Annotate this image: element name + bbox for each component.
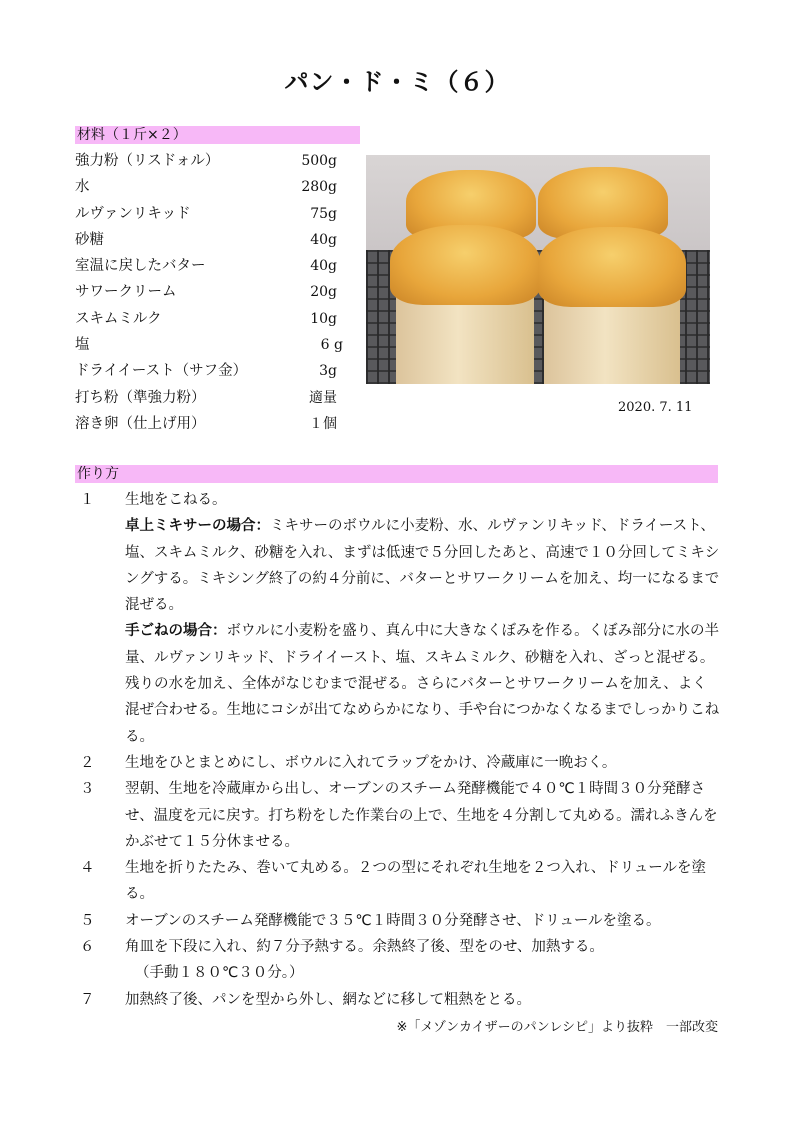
step-text: 生地をこねる。 <box>125 492 227 508</box>
step-text: 加熱終了後、パンを型から外し、網などに移して粗熱をとる。 <box>125 991 531 1008</box>
ingredient-qty: 適量 <box>309 389 337 406</box>
ingredient-row <box>75 385 345 411</box>
step-5 <box>75 908 720 934</box>
ingredient-row <box>75 279 345 305</box>
step-number: ４ <box>80 860 95 877</box>
ingredient-row <box>75 332 345 358</box>
ingredient-qty: 75g <box>310 205 337 222</box>
step-number: １ <box>80 492 95 508</box>
source-note: ※「メゾンカイザーのパンレシピ」より抜粋 一部改変 <box>396 1020 718 1035</box>
method-steps <box>75 487 720 1013</box>
ingredient-qty: 3g <box>319 363 337 380</box>
step-text: オーブンのスチーム発酵機能で３５℃１時間３０分発酵させ、ドリュールを塗る。 <box>125 912 661 929</box>
loaf-front-right <box>538 227 686 384</box>
ingredient-row <box>75 201 345 227</box>
step-text: 角皿を下段に入れ、約７分予熱する。余熱終了後、型をのせ、加熱する。 <box>125 939 604 956</box>
page-title: パン・ド・ミ（６） <box>284 68 510 96</box>
step-2 <box>75 750 720 776</box>
step-number: ５ <box>80 912 95 929</box>
loaf-front-left <box>390 225 540 384</box>
substep-text: ミキサーのボウルに小麦粉、水、ルヴァンリキッド、ドライースト、塩、スキムミルク、砂糖を入れ、まずは低速で５分回したあと、高速で１０分回してミキシングする。ミキシング終了の約４分前に、バターとサワークリームを加え、均一になるまで混ぜる。 <box>125 518 720 614</box>
step-number: ６ <box>80 939 95 956</box>
step-number: ２ <box>80 754 95 771</box>
ingredient-qty: 500g <box>301 153 337 169</box>
step-note: （手動１８０℃３０分。） <box>135 965 304 982</box>
ingredient-name: 砂糖 <box>75 231 104 248</box>
method-heading: 作り方 <box>75 465 718 483</box>
substep-label: 手ごねの場合： <box>125 623 227 640</box>
ingredient-qty: １個 <box>309 415 337 432</box>
ingredient-qty: 280g <box>301 179 337 196</box>
ingredient-name: 溶き卵（仕上げ用） <box>75 415 206 432</box>
ingredient-list <box>75 148 345 437</box>
step-text: 翌朝、生地を冷蔵庫から出し、オーブンのスチーム発酵機能で４０℃１時間３０分発酵させ、温度を元に戻す。打ち粉をした作業台の上で、生地を４分割して丸める。濡れふきんをかぶせて１５分休ませる。 <box>125 781 718 850</box>
ingredient-qty: 40g <box>310 258 337 275</box>
step-text: 生地をひとまとめにし、ボウルに入れてラップをかけ、冷蔵庫に一晩おく。 <box>125 754 617 771</box>
step-7 <box>75 987 720 1013</box>
substep-label: 卓上ミキサーの場合： <box>125 518 270 535</box>
step-1 <box>75 487 720 750</box>
ingredient-name: スキムミルク <box>75 310 162 327</box>
ingredient-row <box>75 306 345 332</box>
ingredient-row <box>75 148 345 174</box>
substep-text: ボウルに小麦粉を盛り、真ん中に大きなくぼみを作る。くぼみ部分に水の半量、ルヴァンリキッド、ドライイースト、塩、スキムミルク、砂糖を入れ、ざっと混ぜる。残りの水を加え、全体がなじむまで混ぜる。さらにバターとサワークリームを加え、よく混ぜ合わせる。生地にコシが出てなめらかになり、手や台につかなくなるまでしっかりこねる。 <box>125 623 720 745</box>
ingredient-name: ルヴァンリキッド <box>75 205 191 222</box>
ingredient-qty: 20g <box>310 284 337 301</box>
step-6 <box>75 934 720 987</box>
ingredient-qty: 6 g <box>320 337 343 354</box>
ingredient-name: 室温に戻したバター <box>75 258 206 275</box>
ingredient-name: サワークリーム <box>75 284 177 301</box>
step-4 <box>75 855 720 908</box>
ingredient-name: 打ち粉（準強力粉） <box>75 389 206 406</box>
ingredient-row <box>75 174 345 200</box>
ingredient-name: 水 <box>75 179 90 196</box>
ingredient-row <box>75 227 345 253</box>
ingredient-row <box>75 358 345 384</box>
step-3 <box>75 776 720 855</box>
ingredient-qty: 40g <box>310 231 337 248</box>
ingredient-qty: 10g <box>310 310 337 327</box>
ingredient-row <box>75 411 345 437</box>
step-number: ７ <box>80 991 95 1008</box>
photo-date: 2020. 7. 11 <box>618 400 693 415</box>
ingredient-name: ドライイースト（サフ金） <box>75 363 248 380</box>
ingredients-heading: 材料（１斤×２） <box>75 126 360 144</box>
ingredient-name: 塩 <box>75 337 90 354</box>
ingredient-name: 強力粉（リスドォル） <box>75 153 220 169</box>
ingredient-row <box>75 253 345 279</box>
bread-photo <box>366 155 710 384</box>
step-number: ３ <box>80 781 95 798</box>
step-text: 生地を折りたたみ、巻いて丸める。２つの型にそれぞれ生地を２つ入れ、ドリュールを塗る。 <box>125 860 707 903</box>
